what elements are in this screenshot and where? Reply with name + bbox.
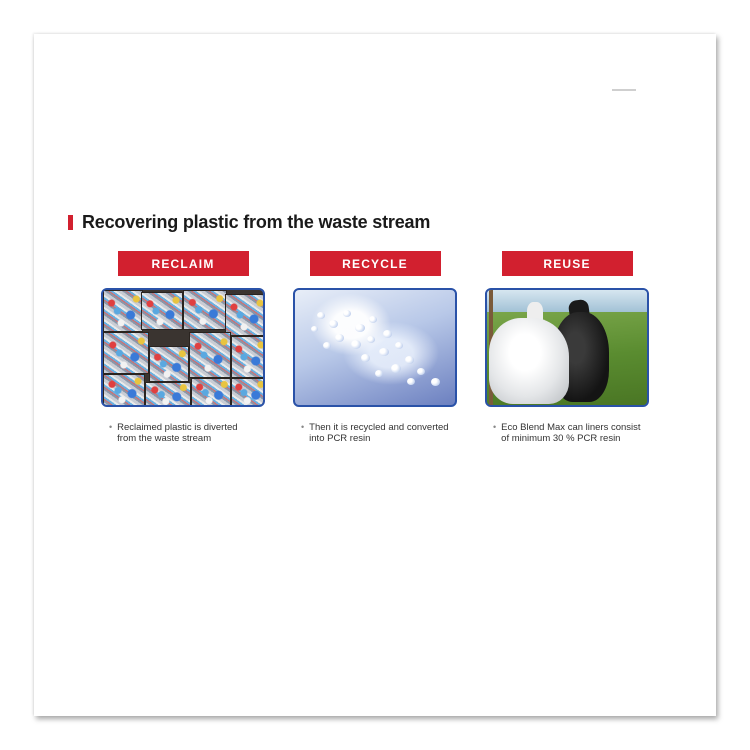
step-caption: Then it is recycled and converted into PCR resin — [309, 422, 449, 444]
faint-mark — [612, 89, 636, 91]
bullet-icon: • — [301, 422, 305, 432]
step-caption: Reclaimed plastic is diverted from the waste stream — [117, 422, 238, 444]
step-reuse — [485, 251, 649, 444]
heading-accent-bar — [68, 215, 73, 230]
step-recycle — [293, 251, 457, 444]
step-reclaim — [101, 251, 265, 444]
section-heading — [68, 212, 430, 233]
step-label: RECYCLE — [310, 251, 441, 276]
step-label: RECLAIM — [118, 251, 249, 276]
bullet-icon: • — [109, 422, 113, 432]
step-label: REUSE — [502, 251, 633, 276]
trash-bags-photo — [485, 288, 649, 407]
pcr-pellets-photo — [293, 288, 457, 407]
step-caption: Eco Blend Max can liners consist of minimum 30 % PCR resin — [501, 422, 641, 444]
plastic-bales-photo — [101, 288, 265, 407]
heading-title: Recovering plastic from the waste stream — [82, 212, 431, 232]
bullet-icon: • — [493, 422, 497, 432]
